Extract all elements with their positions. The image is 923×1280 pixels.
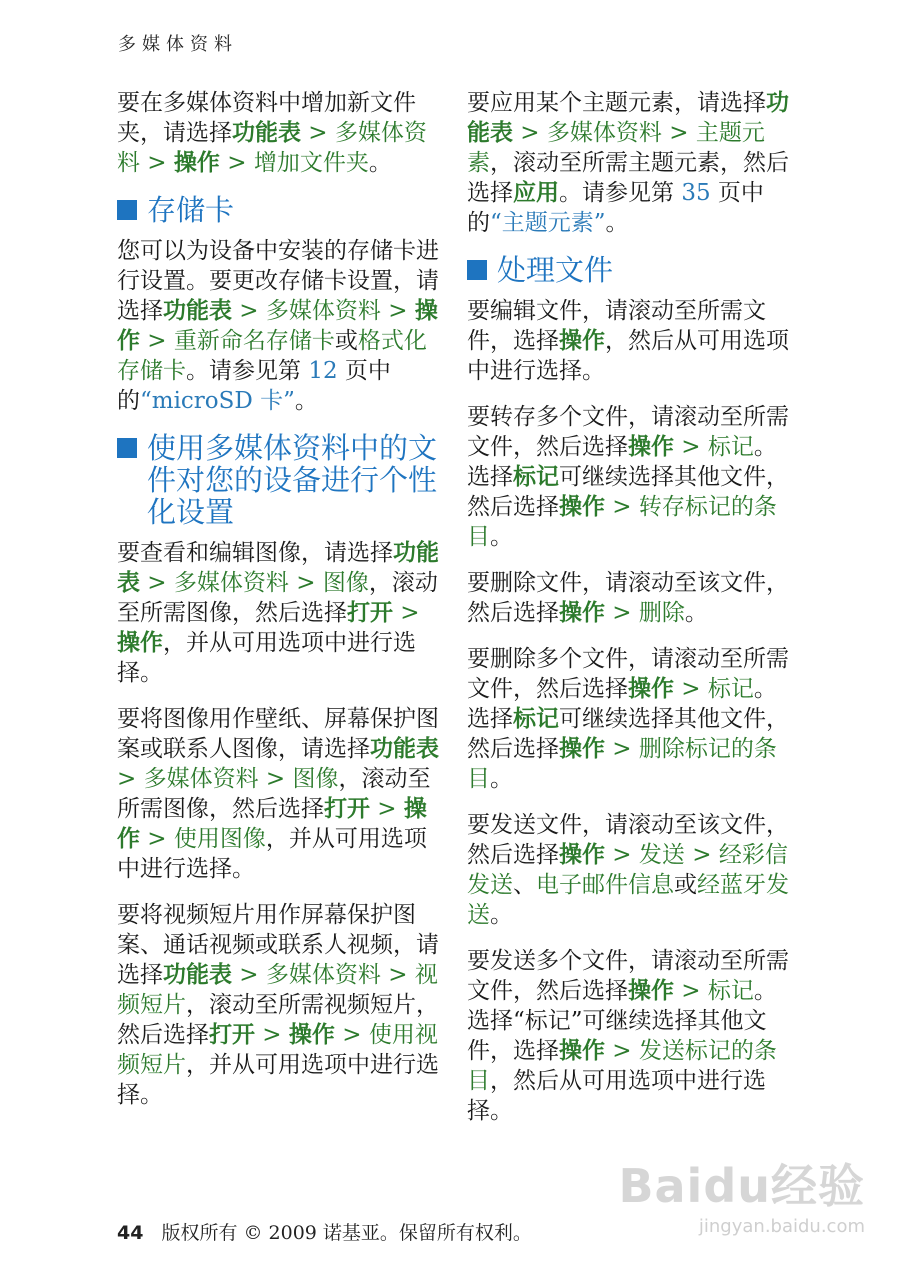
page-number: 44 bbox=[117, 1222, 144, 1244]
paragraph-use-image: 要将图像用作壁纸、屏幕保护图案或联系人图像，请选择功能表 > 多媒体资料 > 图像，滚动至所需图像，然后选择打开 > 操作 > 使用图像，并从可用选项中进行选择。 bbox=[117, 706, 439, 882]
heading-square-icon bbox=[117, 438, 137, 458]
right-column bbox=[467, 88, 792, 1142]
paragraph-send-file: 要发送文件，请滚动至该文件，然后选择操作 > 发送 > 经彩信发送、电子邮件信息或经蓝牙发送。 bbox=[467, 812, 789, 928]
heading-personalize: 使用多媒体资料中的文件对您的设备进行个性化设置 bbox=[117, 432, 442, 528]
page-link[interactable]: 35 bbox=[681, 180, 711, 206]
paragraph-delete-multiple: 要删除多个文件，请滚动至所需文件，然后选择操作 > 标记。选择标记可继续选择其他文件，然后选择操作 > 删除标记的条目。 bbox=[467, 646, 789, 792]
baidu-watermark bbox=[618, 1150, 865, 1237]
cross-reference-link[interactable]: “主题元素” bbox=[490, 210, 606, 236]
paragraph-add-folder: 要在多媒体资料中增加新文件夹，请选择功能表 > 多媒体资料 > 操作 > 增加文件夹。 bbox=[117, 90, 427, 176]
paragraph-view-images: 要查看和编辑图像，请选择功能表 > 多媒体资料 > 图像，滚动至所需图像，然后选择打开 > 操作，并从可用选项中进行选择。 bbox=[117, 539, 439, 686]
paragraph-delete-file: 要删除文件，请滚动至该文件，然后选择操作 > 删除。 bbox=[467, 570, 789, 626]
heading-handle-files: 处理文件 bbox=[467, 254, 792, 286]
paragraph-apply-theme: 要应用某个主题元素，请选择功能表 > 多媒体资料 > 主题元素，滚动至所需主题元素，然后选择应用。请参见第 35 页中的“主题元素”。 bbox=[467, 89, 789, 236]
watermark-url: jingyan.baidu.com bbox=[698, 1216, 865, 1237]
paragraph-storage-card: 您可以为设备中安装的存储卡进行设置。要更改存储卡设置，请选择功能表 > 多媒体资料 > 操作 > 重新命名存储卡或格式化存储卡。请参见第 12 页中的“microSD 卡”。 bbox=[117, 238, 439, 414]
baidu-logo: Baidu经验 bbox=[618, 1159, 865, 1213]
cross-reference-link[interactable]: “microSD 卡” bbox=[140, 388, 295, 414]
heading-square-icon bbox=[117, 200, 137, 220]
left-column bbox=[117, 88, 442, 1126]
heading-storage-card: 存储卡 bbox=[117, 194, 442, 226]
page-link[interactable]: 12 bbox=[308, 358, 338, 384]
heading-square-icon bbox=[467, 260, 487, 280]
paragraph-send-multiple: 要发送多个文件，请滚动至所需文件，然后选择操作 > 标记。选择“标记”可继续选择其他文件，选择操作 > 发送标记的条目，然后从可用选项中进行选择。 bbox=[467, 948, 789, 1124]
page-footer bbox=[117, 1218, 532, 1245]
running-header: 多媒体资料 bbox=[118, 34, 238, 55]
paragraph-edit-file: 要编辑文件，请滚动至所需文件，选择操作，然后从可用选项中进行选择。 bbox=[467, 298, 789, 384]
paragraph-save-multiple: 要转存多个文件，请滚动至所需文件，然后选择操作 > 标记。选择标记可继续选择其他文件，然后选择操作 > 转存标记的条目。 bbox=[467, 404, 789, 550]
copyright-text: 版权所有 © 2009 诺基亚。保留所有权利。 bbox=[161, 1222, 532, 1244]
paragraph-use-video: 要将视频短片用作屏幕保护图案、通话视频或联系人视频，请选择功能表 > 多媒体资料 > 视频短片，滚动至所需视频短片，然后选择打开 > 操作 > 使用视频短片，并从可用选项中进行选择。 bbox=[117, 902, 439, 1108]
